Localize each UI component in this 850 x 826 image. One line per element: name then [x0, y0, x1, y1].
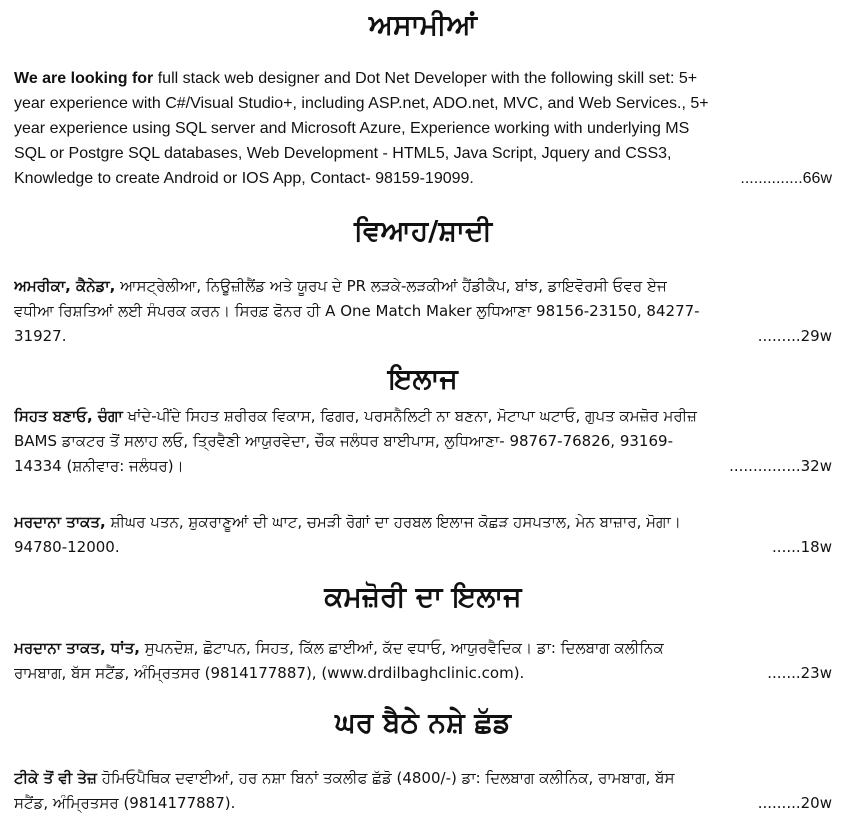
- ad-line: [14, 404, 832, 429]
- ad-text: 31927.: [14, 327, 67, 345]
- ad-line: [14, 454, 832, 479]
- ad-line: [14, 166, 832, 191]
- section-heading-vacancies: ਅਸਾਮੀਆਂ: [368, 8, 478, 41]
- ad-code: .........20w: [757, 794, 832, 812]
- section-heading-weakness: ਕਮਜ਼ੋਰੀ ਦਾ ਇਲਾਜ: [324, 580, 522, 613]
- ad-line: [14, 636, 832, 661]
- ad-line: [14, 791, 832, 816]
- ad-lead: ਸਿਹਤ ਬਣਾਓ, ਚੰਗਾ: [14, 407, 123, 425]
- classified-ad: [14, 66, 832, 191]
- ad-code: ...............32w: [729, 457, 832, 475]
- ad-line: [14, 274, 832, 299]
- ad-line: [14, 535, 832, 560]
- ad-text: full stack web designer and Dot Net Developer with the following skill set: 5+: [157, 70, 698, 87]
- ad-code: .......23w: [767, 664, 832, 682]
- ad-lead: ਟੀਕੇ ਤੋਂ ਵੀ ਤੇਜ਼: [14, 769, 97, 787]
- ad-line: BAMS ਡਾਕਟਰ ਤੋਂ ਸਲਾਹ ਲਓ, ਤ੍ਰਿਵੈਣੀ ਆਯੁਰਵੇਦਾ, ਚੌਕ ਜਲੰਧਰ ਬਾਈਪਾਸ, ਲੁਧਿਆਣਾ- 98767-76826, 93169-: [14, 432, 673, 450]
- ad-text: 94780-12000.: [14, 538, 120, 556]
- ad-lead: ਮਰਦਾਨਾ ਤਾਕਤ,: [14, 513, 106, 531]
- ad-text: ਰਾਮਬਾਗ, ਬੱਸ ਸਟੈਂਡ, ਅੰਮ੍ਰਿਤਸਰ (9814177887), (www.drdilbaghclinic.com).: [14, 664, 525, 682]
- classified-ad: [14, 404, 832, 479]
- ad-line: year experience using SQL server and Microsoft Azure, Experience working with underlying MS: [14, 120, 690, 137]
- ad-line: [14, 324, 832, 349]
- ad-text: ਆਸਟ੍ਰੇਲੀਆ, ਨਿਊਜ਼ੀਲੈਂਡ ਅਤੇ ਯੂਰਪ ਦੇ PR ਲੜਕੇ-ਲੜਕੀਆਂ ਹੈਂਡੀਕੈਪ, ਬਾਂਝ, ਡਾਇਵੋਰਸੀ ਓਵਰ ਏਜ: [120, 277, 667, 295]
- section-heading-marriage: ਵਿਆਹ/ਸ਼ਾਦੀ: [353, 214, 493, 247]
- ad-line: [14, 661, 832, 686]
- ad-text: 14334 (ਸ਼ਨੀਵਾਰ: ਜਲੰਧਰ)।: [14, 457, 184, 475]
- ad-text: ਸੁਪਨਦੋਸ਼, ਛੋਟਾਪਨ, ਸਿਹਤ, ਕਿੱਲ ਛਾਈਆਂ, ਕੱਦ ਵਧਾਓ, ਆਯੁਰਵੈਦਿਕ। ਡਾ: ਦਿਲਬਾਗ ਕਲੀਨਿਕ: [144, 639, 664, 657]
- ad-line: [14, 510, 832, 535]
- ad-code: .........29w: [757, 327, 832, 345]
- classifieds-page: [14, 0, 832, 826]
- ad-line: [14, 766, 832, 791]
- ad-lead: We are looking for: [14, 70, 154, 87]
- classified-ad: [14, 636, 832, 686]
- ad-code: ......18w: [772, 538, 832, 556]
- classified-ad: [14, 510, 832, 560]
- ad-text: Knowledge to create Android or IOS App, Contact- 98159-19099.: [14, 170, 474, 187]
- ad-lead: ਅਮਰੀਕਾ, ਕੈਨੇਡਾ,: [14, 277, 116, 295]
- ad-line: SQL or Postgre SQL databases, Web Development - HTML5, Java Script, Jquery and CSS3,: [14, 145, 672, 162]
- section-heading-quit-addiction: ਘਰ ਬੈਠੇ ਨਸ਼ੇ ਛੱਡ: [334, 706, 512, 739]
- classified-ad: [14, 274, 832, 349]
- ad-text: ਸ਼ੀਘਰ ਪਤਨ, ਸ਼ੁਕਰਾਣੂਆਂ ਦੀ ਘਾਟ, ਚਮੜੀ ਰੋਗਾਂ ਦਾ ਹਰਬਲ ਇਲਾਜ ਕੋਛੜ ਹਸਪਤਾਲ, ਮੇਨ ਬਾਜ਼ਾਰ, ਮੋਗਾ।: [110, 513, 681, 531]
- ad-code: ..............66w: [740, 170, 832, 187]
- ad-line: year experience with C#/Visual Studio+, including ASP.net, ADO.net, MVC, and Web Services., 5+: [14, 95, 709, 112]
- ad-text: ਹੋਮਿਓਪੈਥਿਕ ਦਵਾਈਆਂ, ਹਰ ਨਸ਼ਾ ਬਿਨਾਂ ਤਕਲੀਫ ਛੱਡੋ (4800/-) ਡਾ: ਦਿਲਬਾਗ ਕਲੀਨਿਕ, ਰਾਮਬਾਗ, ਬੱਸ: [101, 769, 675, 787]
- ad-line: ਵਧੀਆ ਰਿਸ਼ਤਿਆਂ ਲਈ ਸੰਪਰਕ ਕਰਨ। ਸਿਰਫ਼ ਫੋਨਰ ਹੀ A One Match Maker ਲੁਧਿਆਣਾ 98156-23150, 84277-: [14, 302, 700, 320]
- section-heading-treatment: ਇਲਾਜ: [388, 362, 458, 395]
- ad-line: [14, 66, 832, 91]
- ad-text: ਸਟੈਂਡ, ਅੰਮ੍ਰਿਤਸਰ (9814177887).: [14, 794, 236, 812]
- ad-text: ਖਾਂਦੇ-ਪੀਂਦੇ ਸਿਹਤ ਸ਼ਰੀਰਕ ਵਿਕਾਸ, ਫਿਗਰ, ਪਰਸਨੈਲਿਟੀ ਨਾ ਬਣਨਾ, ਮੋਟਾਪਾ ਘਟਾਓ, ਗੁਪਤ ਕਮਜ਼ੋਰ ਮਰੀਜ਼: [127, 407, 697, 425]
- classified-ad: [14, 766, 832, 816]
- ad-lead: ਮਰਦਾਨਾ ਤਾਕਤ, ਧਾਂਤ,: [14, 639, 140, 657]
